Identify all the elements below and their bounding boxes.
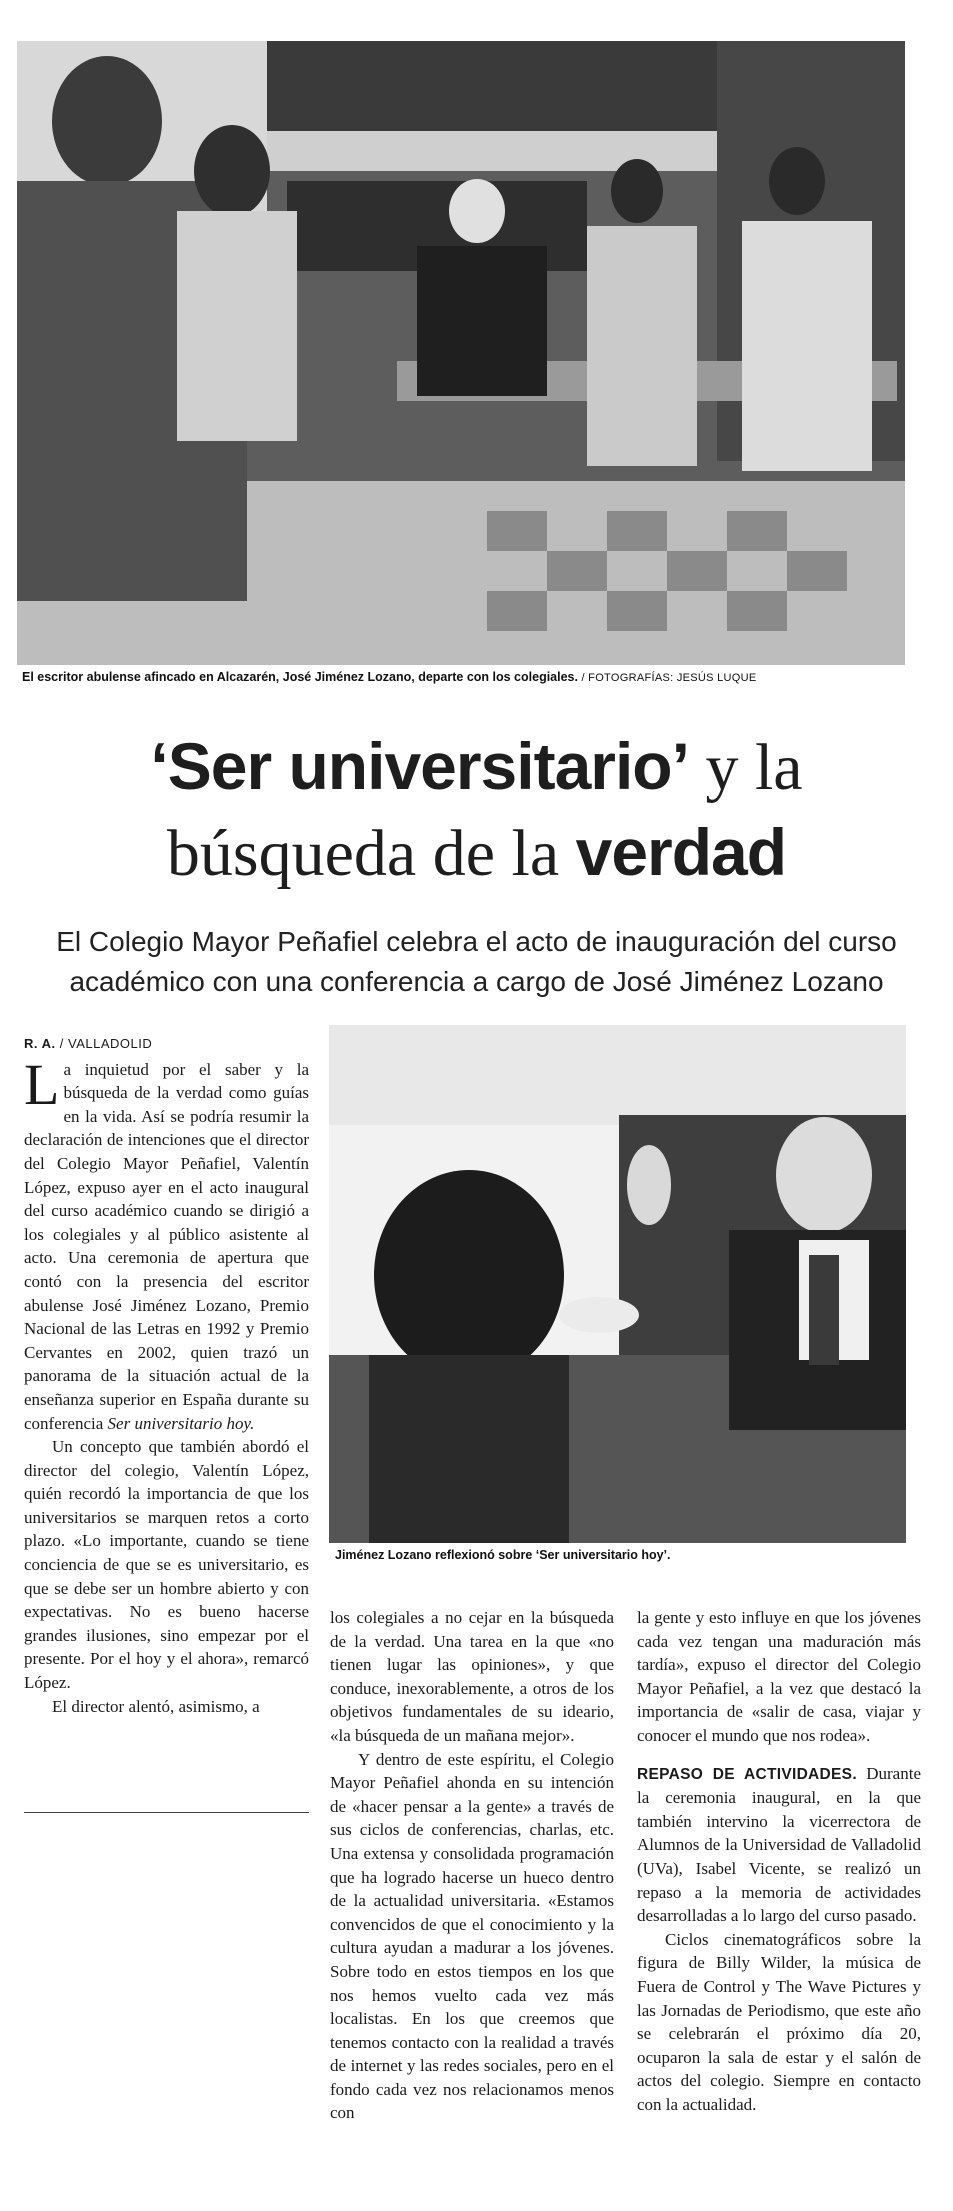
paragraph-7 xyxy=(637,1762,921,1928)
paragraph-5: Y dentro de este espíritu, el Colegio Mayor Peñafiel ahonda en su intención de «hacer pensar a la gente» a través de sus ciclos de conferencias, charlas, etc. Una extensa y consolidada programación que ha logrado hacerse un hueco dentro de la actualidad universitaria. «Estamos convencidos de que el conocimiento y la cultura ayudan a madurar a los jóvenes. Sobre todo en estos tiempos en los que nos hemos vuelto cada vez más localistas. En los que creemos que tenemos contacto con la realidad a través de internet y las redes sociales, pero en el fondo cada vez nos relacionamos menos con xyxy=(330,1749,614,2123)
subheadline-line2: académico con una conferencia a cargo de José Jiménez Lozano xyxy=(69,966,884,997)
top-photo-caption xyxy=(22,670,757,684)
section-title: REPASO DE ACTIVIDADES. xyxy=(637,1765,857,1783)
paragraph-7-text: Durante la ceremonia inaugural, en la que también intervino la vicerrectora de Alumnos de la Universidad de Valladolid (UVa), Isabel Vicente, se realizó un repaso a la memoria de actividades desarrolladas a lo largo del curso pasado. xyxy=(637,1763,921,1926)
byline-location: / VALLADOLID xyxy=(59,1036,153,1051)
second-photo-caption: Jiménez Lozano reflexionó sobre ‘Ser universitario hoy’. xyxy=(335,1548,671,1562)
paragraph-4: los colegiales a no cejar en la búsqueda de la verdad. Una tarea en la que «no tienen lugar las opiniones», y que conduce, inexorablemente, a otros de los objetivos fundamentales de su ideario, «la búsqueda de un mañana mejor». xyxy=(330,1608,614,1745)
subheadline xyxy=(0,922,953,1002)
headline-part2: y la xyxy=(688,731,803,804)
headline-part1: ‘Ser universitario’ xyxy=(150,729,689,803)
article-column-3 xyxy=(637,1606,921,2116)
top-photo xyxy=(17,41,905,665)
caption-text: El escritor abulense afincado en Alcazarén, José Jiménez Lozano, departe con los colegiales. xyxy=(22,670,578,684)
paragraph-8: Ciclos cinematográficos sobre la figura de Billy Wilder, la música de Fuera de Control y The Wave Pictures y las Jornadas de Periodismo, que este año se celebrarán el próximo día 20, ocuparon la sala de estar y el salón de actos del colegio. Siempre en contacto con la actualidad. xyxy=(637,1929,921,2114)
paragraph-6: la gente y esto influye en que los jóvenes cada vez tengan una maduración más tardía», expuso el director del Colegio Mayor Peñafiel, a la vez que destacó la importancia de «salir de casa, viajar y conocer el mundo que nos rodea». xyxy=(637,1608,921,1745)
paragraph-3: El director alentó, asimismo, a xyxy=(52,1696,260,1716)
second-photo xyxy=(329,1025,906,1543)
byline xyxy=(24,1032,309,1056)
dropcap: L xyxy=(24,1051,60,1117)
photo-credit: / FOTOGRAFÍAS: JESÚS LUQUE xyxy=(581,672,757,684)
article-column-2 xyxy=(330,1606,614,2125)
paragraph-1 xyxy=(24,1051,309,1436)
paragraph-1-text: a inquietud por el saber y la búsqueda de la verdad como guías en la vida. Así se podría resumir la declaración de intenciones que el director del Colegio Mayor Peñafiel, Valentín López, expuso ayer en el acto inaugural del curso académico cuando se dirigió a los colegiales y al público asistente al acto. Una ceremonia de apertura que contó con la presencia del escritor abulense José Jiménez Lozano, Premio Nacional de las Letras en 1992 y Premio Cervantes en 2002, quien trazó un panorama de la situación actual de la enseñanza superior en España durante su conferencia xyxy=(24,1059,309,1433)
byline-author: R. A. xyxy=(24,1036,56,1051)
headline-part4: verdad xyxy=(575,815,787,889)
headline xyxy=(0,724,953,896)
paragraph-2: Un concepto que también abordó el director del colegio, Valentín López, quién recordó la importancia de que los universitarios se marquen retos a corto plazo. «Lo importante, cuando se tiene conciencia de que se es universitario, es que se debe ser un hombre abierto y con expectativas. No es bueno hacerse grandes ilusiones, sino empezar por el presente. Por el hoy y el ahora», remarcó López. xyxy=(24,1437,309,1693)
lecture-title: Ser universitario hoy. xyxy=(107,1413,255,1433)
headline-part3: búsqueda de la xyxy=(166,817,576,890)
article-column-1 xyxy=(24,1032,309,1718)
column-1-end-rule xyxy=(24,1812,309,1813)
subheadline-line1: El Colegio Mayor Peñafiel celebra el acto de inauguración del curso xyxy=(56,926,897,957)
